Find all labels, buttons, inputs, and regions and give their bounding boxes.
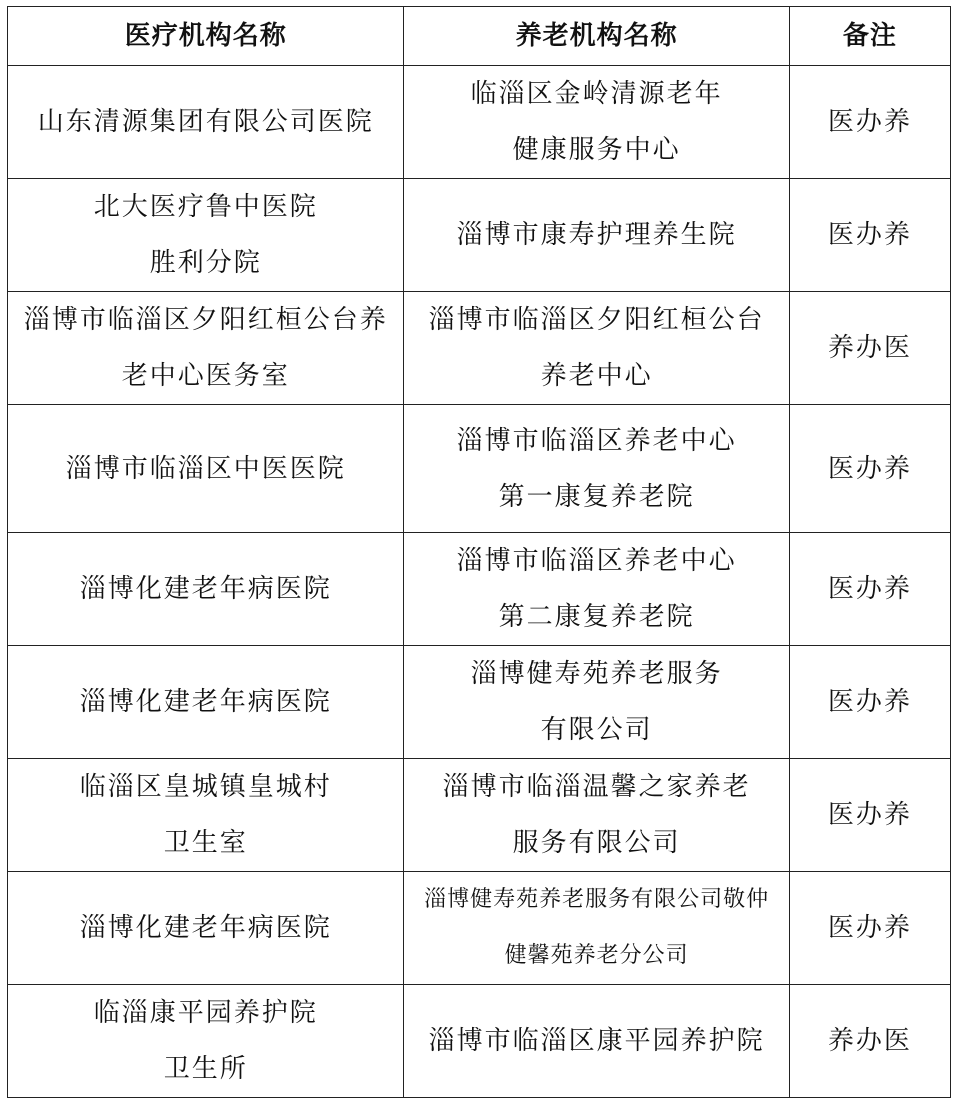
- table-row: [8, 646, 951, 759]
- medical-name-line: 临淄区皇城镇皇城村: [79, 772, 332, 802]
- note-cell: 医办养: [789, 533, 950, 646]
- table-row: [8, 985, 951, 1098]
- medical-name-line: 临淄康平园养护院: [93, 998, 318, 1028]
- note-cell: 养办医: [789, 292, 950, 405]
- medical-name: 淄博化建老年病医院: [79, 574, 332, 604]
- elderly-name-line: 健康服务中心: [512, 135, 681, 165]
- medical-cell: [8, 179, 404, 292]
- medical-name-line: 淄博市临淄区夕阳红桓公台养: [23, 305, 388, 335]
- elderly-name-line: 淄博健寿苑养老服务有限公司敬仲: [424, 887, 770, 912]
- elderly-name-line: 淄博市临淄温馨之家养老: [442, 772, 751, 802]
- elderly-cell: [404, 759, 789, 872]
- elderly-cell: [404, 533, 789, 646]
- elderly-cell: [404, 292, 789, 405]
- medical-cell: [8, 533, 404, 646]
- note-cell: 医办养: [789, 66, 950, 179]
- elderly-name: 淄博市康寿护理养生院: [456, 220, 737, 250]
- header-note: 备注: [789, 7, 950, 66]
- elderly-name-line: 服务有限公司: [512, 828, 681, 858]
- note-cell: 医办养: [789, 179, 950, 292]
- medical-name: 淄博化建老年病医院: [79, 687, 332, 717]
- note-cell: 医办养: [789, 872, 950, 985]
- elderly-name-line: 临淄区金岭清源老年: [470, 79, 723, 109]
- elderly-name-line: 淄博市临淄区养老中心: [456, 425, 737, 456]
- medical-name-line: 卫生所: [163, 1054, 248, 1084]
- table-row: [8, 292, 951, 405]
- table-row: [8, 66, 951, 179]
- table-row: [8, 759, 951, 872]
- medical-name: 淄博化建老年病医院: [79, 913, 332, 943]
- elderly-cell: [404, 179, 789, 292]
- institution-table: [7, 6, 951, 1098]
- table-row: [8, 872, 951, 985]
- table-row: [8, 533, 951, 646]
- elderly-name-line: 第二康复养老院: [498, 602, 695, 632]
- header-medical-institution: 医疗机构名称: [8, 7, 404, 66]
- elderly-name-line: 第一康复养老院: [498, 481, 695, 512]
- header-row: [8, 7, 951, 66]
- note-cell: 医办养: [789, 405, 950, 533]
- note-cell: 养办医: [789, 985, 950, 1098]
- elderly-name-line: 淄博市临淄区夕阳红桓公台: [428, 305, 765, 335]
- header-elderly-institution: 养老机构名称: [404, 7, 789, 66]
- elderly-name-line: 健馨苑养老分公司: [504, 943, 689, 968]
- medical-name-line: 胜利分院: [149, 248, 262, 278]
- elderly-name-line: 淄博市临淄区养老中心: [456, 546, 737, 576]
- elderly-name-line: 淄博健寿苑养老服务: [470, 659, 723, 689]
- elderly-cell: [404, 646, 789, 759]
- elderly-cell: [404, 872, 789, 985]
- table-row: [8, 405, 951, 533]
- note-cell: 医办养: [789, 646, 950, 759]
- medical-name: 山东清源集团有限公司医院: [37, 107, 374, 137]
- medical-name-line: 北大医疗鲁中医院: [93, 192, 318, 222]
- medical-cell: [8, 405, 404, 533]
- elderly-name-line: 有限公司: [540, 715, 653, 745]
- elderly-cell: [404, 66, 789, 179]
- table-row: [8, 179, 951, 292]
- medical-cell: [8, 759, 404, 872]
- elderly-cell: [404, 405, 789, 533]
- elderly-cell: [404, 985, 789, 1098]
- medical-cell: [8, 985, 404, 1098]
- note-cell: 医办养: [789, 759, 950, 872]
- medical-name-line: 老中心医务室: [121, 361, 290, 391]
- medical-name-line: 卫生室: [163, 828, 248, 858]
- medical-cell: [8, 872, 404, 985]
- medical-cell: [8, 66, 404, 179]
- medical-name: 淄博市临淄区中医医院: [65, 453, 346, 484]
- medical-cell: [8, 292, 404, 405]
- elderly-name-line: 养老中心: [540, 361, 653, 391]
- medical-cell: [8, 646, 404, 759]
- elderly-name: 淄博市临淄区康平园养护院: [428, 1026, 765, 1056]
